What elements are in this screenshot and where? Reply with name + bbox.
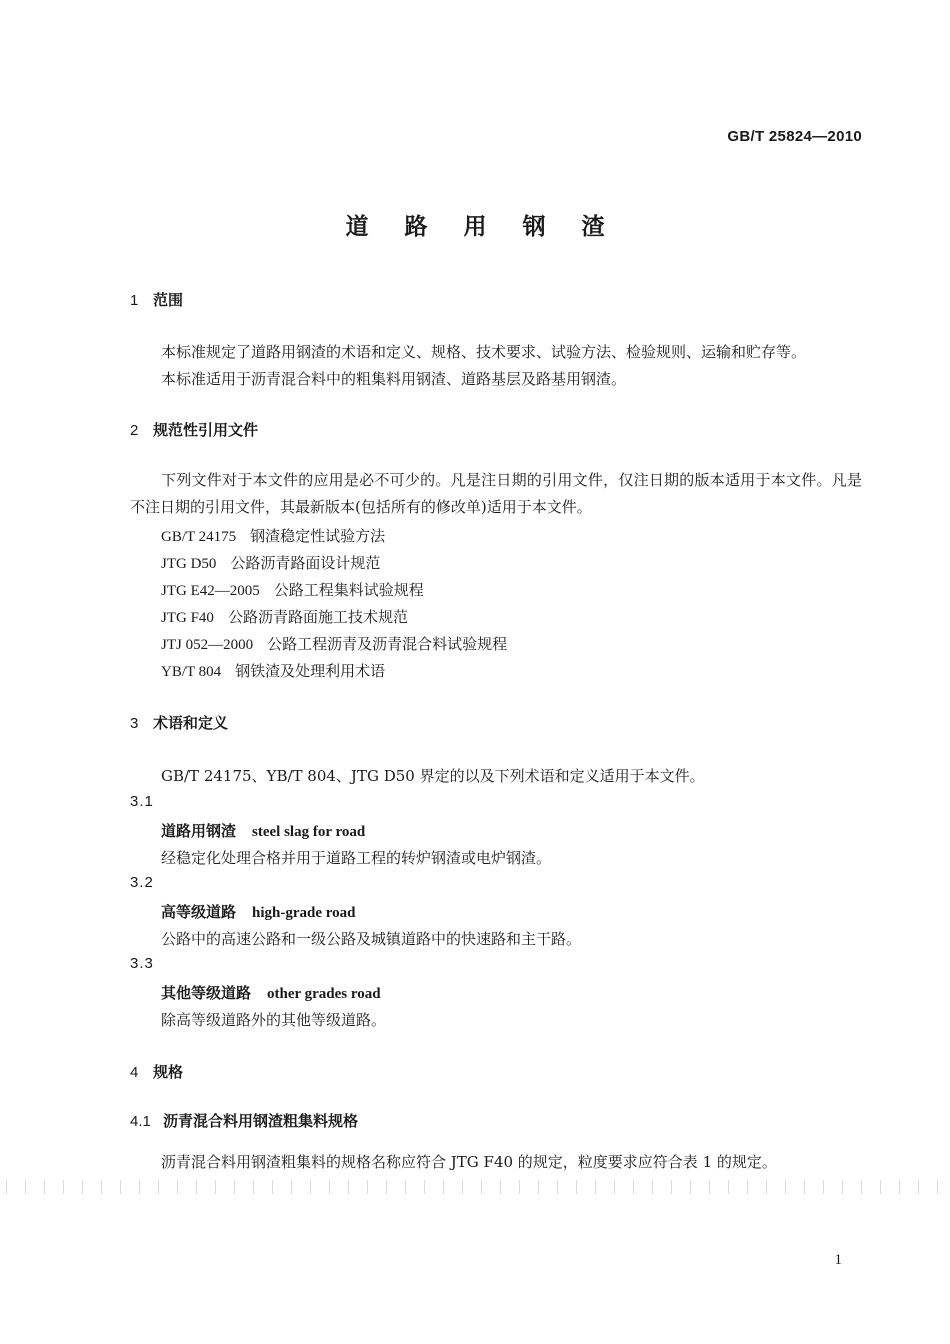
- term-chinese: 其他等级道路: [161, 984, 252, 1002]
- term-english: steel slag for road: [252, 824, 366, 840]
- reference-item: [161, 660, 385, 681]
- clause-number: 3.1: [130, 793, 154, 810]
- section-3-intro: GB/T 24175、YB/T 804、JTG D50 界定的以及下列术语和定义适用于本文件。: [161, 767, 705, 785]
- reference-item: [161, 552, 380, 573]
- section-number: 4: [130, 1064, 139, 1081]
- reference-title: 公路工程沥青及沥青混合料试验规程: [267, 635, 508, 653]
- subsection-4-1-heading: [130, 1110, 358, 1131]
- standard-number: GB/T 25824—2010: [727, 128, 862, 145]
- scan-noise-divider: [0, 1180, 950, 1194]
- reference-title: 公路工程集料试验规程: [273, 581, 424, 599]
- subsection-4-1-paragraph: 沥青混合料用钢渣粗集料的规格名称应符合 JTG F40 的规定，粒度要求应符合表 1 的规定。: [161, 1153, 777, 1171]
- reference-code: JTG F40: [161, 610, 214, 626]
- term-english: high-grade road: [252, 905, 356, 921]
- section-number: 2: [130, 422, 139, 439]
- reference-title: 钢渣稳定性试验方法: [250, 527, 386, 545]
- reference-item: [161, 525, 385, 546]
- reference-item: [161, 579, 424, 600]
- subsection-number: 4.1: [130, 1113, 151, 1130]
- reference-code: YB/T 804: [161, 664, 222, 680]
- page-number: 1: [834, 1252, 842, 1268]
- reference-item: [161, 606, 408, 627]
- section-1-paragraph-2: 本标准适用于沥青混合料中的粗集料用钢渣、道路基层及路基用钢渣。: [161, 370, 627, 388]
- reference-title: 公路沥青路面设计规范: [230, 554, 381, 572]
- clause-number: 3.3: [130, 955, 154, 972]
- section-title: 术语和定义: [153, 714, 229, 732]
- reference-code: JTG E42—2005: [161, 583, 260, 599]
- section-title: 规范性引用文件: [153, 421, 259, 439]
- section-number: 1: [130, 292, 139, 309]
- reference-item: [161, 633, 507, 654]
- section-2-intro: 下列文件对于本文件的应用是必不可少的。凡是注日期的引用文件，仅注日期的版本适用于本文件。凡是不注日期的引用文件，其最新版本(包括所有的修改单)适用于本文件。: [130, 471, 862, 516]
- term-entry: [161, 982, 381, 1003]
- term-chinese: 道路用钢渣: [161, 822, 237, 840]
- term-chinese: 高等级道路: [161, 903, 237, 921]
- section-2-heading: [130, 419, 258, 440]
- reference-title: 公路沥青路面施工技术规范: [227, 608, 408, 626]
- section-title: 范围: [153, 291, 184, 309]
- reference-code: JTG D50: [161, 556, 217, 572]
- reference-code: JTJ 052—2000: [161, 637, 254, 653]
- reference-title: 钢铁渣及处理利用术语: [235, 662, 386, 680]
- term-definition: 除高等级道路外的其他等级道路。: [161, 1011, 387, 1029]
- section-1-paragraph-1: 本标准规定了道路用钢渣的术语和定义、规格、技术要求、试验方法、检验规则、运输和贮存等。: [161, 343, 807, 361]
- reference-code: GB/T 24175: [161, 529, 237, 545]
- section-4-heading: [130, 1061, 183, 1082]
- clause-number: 3.2: [130, 874, 154, 891]
- term-definition: 经稳定化处理合格并用于道路工程的转炉钢渣或电炉钢渣。: [161, 849, 552, 867]
- section-3-heading: [130, 712, 228, 733]
- section-1-heading: [130, 289, 183, 310]
- section-title: 规格: [153, 1063, 184, 1081]
- subsection-title: 沥青混合料用钢渣粗集料规格: [163, 1112, 359, 1130]
- section-number: 3: [130, 715, 139, 732]
- term-definition: 公路中的高速公路和一级公路及城镇道路中的快速路和主干路。: [161, 930, 582, 948]
- term-english: other grades road: [267, 986, 381, 1002]
- document-title: 道 路 用 钢 渣: [345, 214, 619, 240]
- term-entry: [161, 820, 365, 841]
- term-entry: [161, 901, 356, 922]
